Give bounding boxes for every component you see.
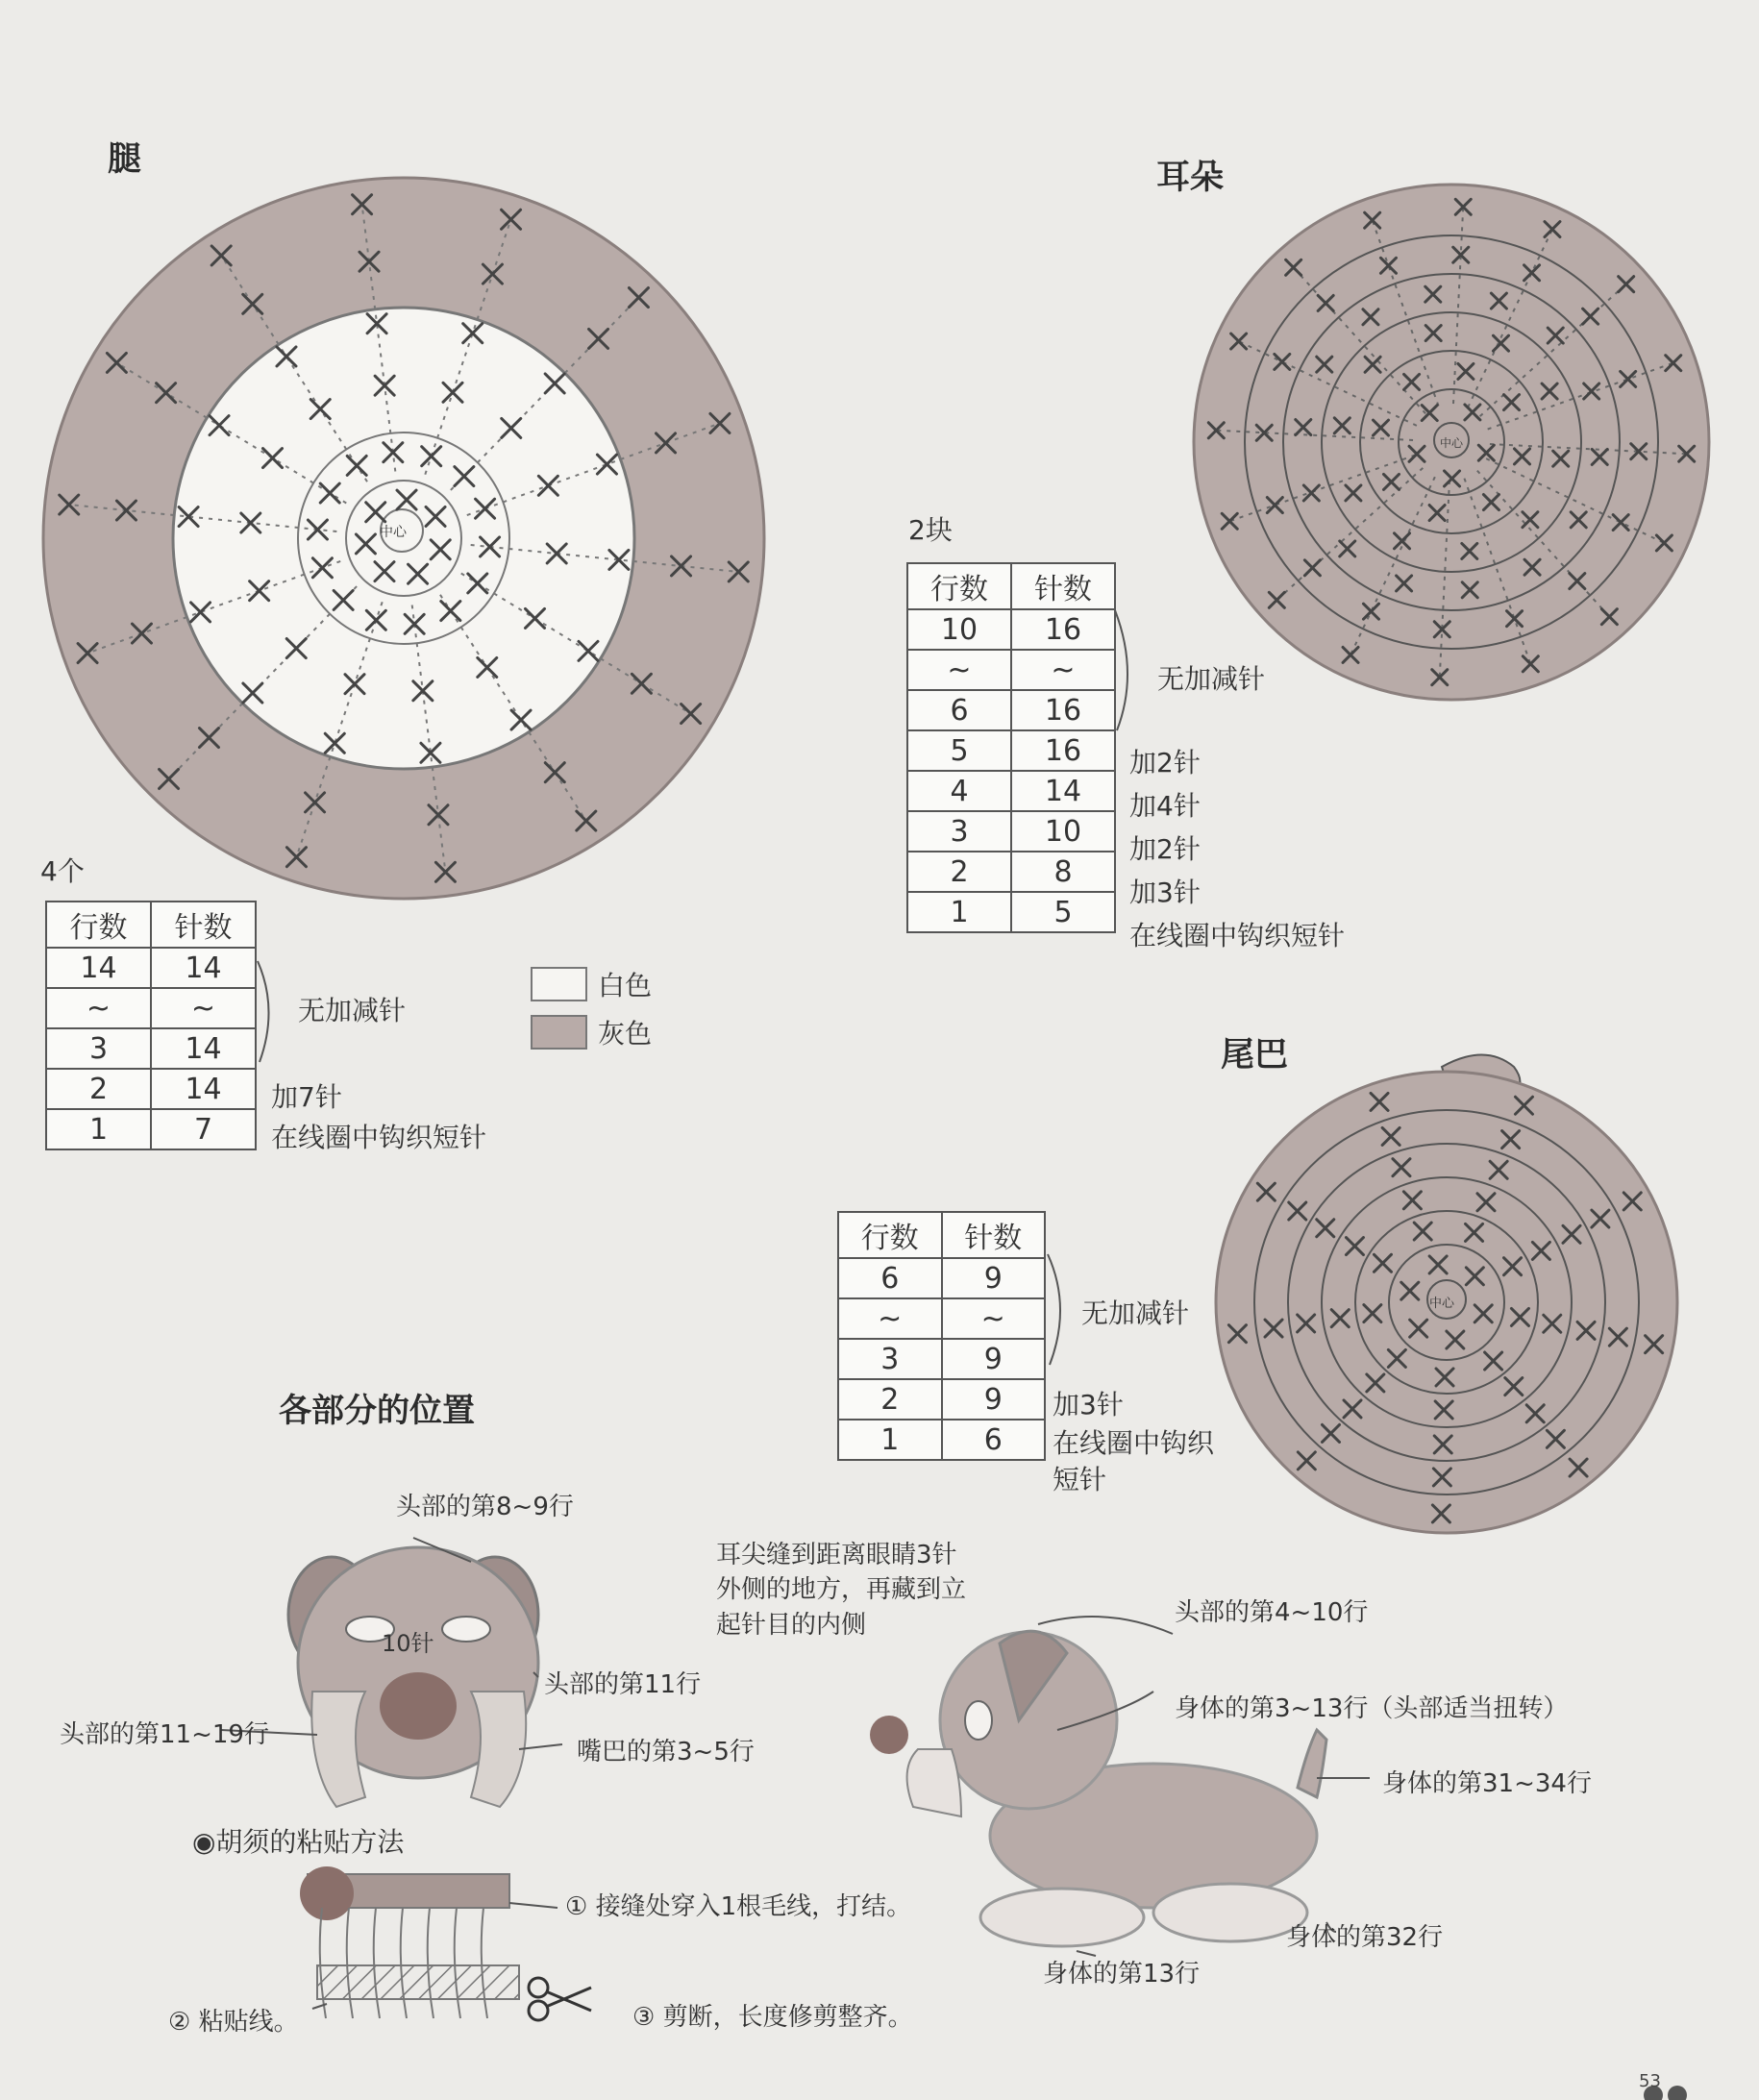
table-cell: 2 — [46, 1069, 151, 1109]
table-cell: 6 — [838, 1258, 942, 1298]
table-cell: 6 — [942, 1420, 1046, 1460]
body-annotation-3: 身体的第32行 — [1286, 1923, 1444, 1952]
table-cell: ~ — [907, 650, 1011, 690]
table-header-row — [838, 1212, 1045, 1258]
ears-header-rows: 行数 — [907, 563, 1011, 609]
ear-bracket — [1115, 610, 1127, 730]
table-cell: 16 — [1011, 690, 1115, 730]
table-row — [838, 1339, 1045, 1379]
table-cell: 8 — [1011, 852, 1115, 892]
whisker-step-2: ② 粘贴线。 — [168, 2008, 299, 2037]
table-cell: 16 — [1011, 609, 1115, 650]
body-annotation-2: 身体的第31~34行 — [1382, 1769, 1592, 1798]
page-number: 53 — [1639, 2071, 1661, 2091]
table-cell: 7 — [151, 1109, 256, 1149]
right-whiskers — [471, 1692, 526, 1807]
dog-side-illustration — [870, 1617, 1370, 1956]
ears-note-2: 加4针 — [1129, 790, 1201, 822]
tail-header-stitches: 针数 — [942, 1212, 1046, 1258]
table-cell: 10 — [907, 609, 1011, 650]
gray-legend-label: 灰色 — [598, 1018, 653, 1050]
table-cell: 16 — [1011, 730, 1115, 771]
ears-table — [906, 562, 1116, 933]
tail-header-rows: 行数 — [838, 1212, 942, 1258]
body-annotation-4: 身体的第13行 — [1043, 1960, 1201, 1989]
table-cell: 14 — [151, 1028, 256, 1069]
tail-bracket — [1048, 1254, 1060, 1365]
table-row — [907, 811, 1115, 852]
table-row — [838, 1379, 1045, 1420]
dog-head-front-illustration — [221, 1538, 562, 1807]
table-cell: 2 — [838, 1379, 942, 1420]
table-row — [907, 892, 1115, 932]
tail-note-3: 短针 — [1053, 1464, 1107, 1495]
ear-note-1: 外侧的地方，再藏到立 — [716, 1575, 967, 1604]
positions-title: 各部分的位置 — [279, 1392, 475, 1430]
table-cell: 3 — [907, 811, 1011, 852]
table-row — [46, 988, 256, 1028]
legs-qty: 4个 — [40, 855, 85, 887]
table-row — [907, 730, 1115, 771]
scissors-icon — [529, 1978, 591, 2020]
table-row — [838, 1298, 1045, 1339]
table-cell: ~ — [151, 988, 256, 1028]
front-leg — [980, 1889, 1144, 1946]
table-cell: 9 — [942, 1379, 1046, 1420]
legs-note-0: 无加减针 — [298, 995, 407, 1026]
table-cell: 10 — [1011, 811, 1115, 852]
ears-note-4: 加3针 — [1129, 877, 1201, 908]
ear-note-2: 起针目的内侧 — [716, 1611, 867, 1640]
table-cell: ~ — [46, 988, 151, 1028]
table-cell: 6 — [907, 690, 1011, 730]
table-cell: 9 — [942, 1258, 1046, 1298]
table-row — [907, 852, 1115, 892]
tail-title: 尾巴 — [1221, 1036, 1289, 1075]
tail — [1298, 1730, 1326, 1797]
ears-note-1: 加2针 — [1129, 747, 1201, 778]
table-cell: 3 — [46, 1028, 151, 1069]
table-header-row — [46, 902, 256, 948]
table-cell: 5 — [1011, 892, 1115, 932]
whiskers-title: ◉胡须的粘贴方法 — [192, 1826, 405, 1858]
ears-header-stitches: 针数 — [1011, 563, 1115, 609]
legs-note-2: 在线圈中钩织短针 — [271, 1122, 487, 1153]
head-annotation-1: 头部的第11行 — [544, 1670, 702, 1699]
nose — [380, 1672, 457, 1740]
ears-note-3: 加2针 — [1129, 833, 1201, 865]
head-annotation-2: 头部的第11~19行 — [60, 1720, 269, 1749]
diagram-nose — [300, 1866, 354, 1920]
right-eye — [442, 1617, 490, 1642]
side-nose — [870, 1716, 908, 1754]
body-annotation-1: 身体的第3~13行（头部适当扭转） — [1175, 1694, 1569, 1723]
table-cell: 2 — [907, 852, 1011, 892]
tail-note-0: 无加减针 — [1081, 1297, 1190, 1329]
legs-table — [45, 901, 257, 1150]
table-row — [907, 609, 1115, 650]
table-cell: 14 — [46, 948, 151, 988]
table-cell: ~ — [1011, 650, 1115, 690]
ears-note-5: 在线圈中钩织短针 — [1129, 920, 1346, 951]
legs-title: 腿 — [108, 140, 142, 179]
whisker-step-1: ① 接缝处穿入1根毛线，打结。 — [565, 1892, 912, 1921]
table-row — [907, 650, 1115, 690]
table-cell: 1 — [46, 1109, 151, 1149]
whisker-diagram — [300, 1866, 591, 2020]
table-cell: 5 — [907, 730, 1011, 771]
table-row — [907, 771, 1115, 811]
tail-table — [837, 1211, 1046, 1461]
table-cell: 9 — [942, 1339, 1046, 1379]
table-row — [46, 1109, 256, 1149]
head-annotation-0: 头部的第8~9行 — [396, 1493, 574, 1521]
table-cell: 14 — [1011, 771, 1115, 811]
legs-note-1: 加7针 — [271, 1081, 342, 1113]
body-annotation-0: 头部的第4~10行 — [1175, 1598, 1369, 1627]
table-row — [838, 1420, 1045, 1460]
table-row — [838, 1258, 1045, 1298]
table-cell: ~ — [942, 1298, 1046, 1339]
table-row — [46, 1069, 256, 1109]
table-row — [46, 948, 256, 988]
side-eye — [965, 1701, 992, 1740]
table-cell: 14 — [151, 1069, 256, 1109]
ears-center-label: 中心 — [1440, 436, 1464, 450]
white-legend-swatch — [531, 967, 587, 1001]
tail-note-2: 在线圈中钩织 — [1053, 1427, 1215, 1459]
table-row — [46, 1028, 256, 1069]
table-header-row — [907, 563, 1115, 609]
side-whiskers — [907, 1749, 961, 1816]
table-cell: 14 — [151, 948, 256, 988]
white-legend-label: 白色 — [598, 970, 653, 1001]
table-cell: 3 — [838, 1339, 942, 1379]
leg-bracket — [258, 961, 269, 1062]
table-cell: 4 — [907, 771, 1011, 811]
ears-qty: 2块 — [908, 514, 953, 546]
legs-header-stitches: 针数 — [151, 902, 256, 948]
ear-note-0: 耳尖缝到距离眼睛3针 — [716, 1541, 957, 1569]
back-leg — [1153, 1884, 1307, 1941]
table-cell: 1 — [838, 1420, 942, 1460]
ears-title: 耳朵 — [1156, 159, 1225, 197]
legs-header-rows: 行数 — [46, 902, 151, 948]
tail-note-1: 加3针 — [1053, 1389, 1124, 1421]
head-annotation-3: 嘴巴的第3~5行 — [577, 1738, 755, 1766]
whisker-step-3: ③ 剪断，长度修剪整齐。 — [632, 2003, 913, 2032]
glue-area — [317, 1965, 519, 1999]
ears-note-0: 无加减针 — [1157, 663, 1266, 695]
legs-center-label: 中心 — [380, 525, 407, 540]
table-cell: ~ — [838, 1298, 942, 1339]
tail-center-label: 中心 — [1429, 1297, 1455, 1311]
table-row — [907, 690, 1115, 730]
table-cell: 1 — [907, 892, 1011, 932]
head-stitch-label: 10针 — [382, 1630, 434, 1657]
gray-legend-swatch — [531, 1015, 587, 1050]
